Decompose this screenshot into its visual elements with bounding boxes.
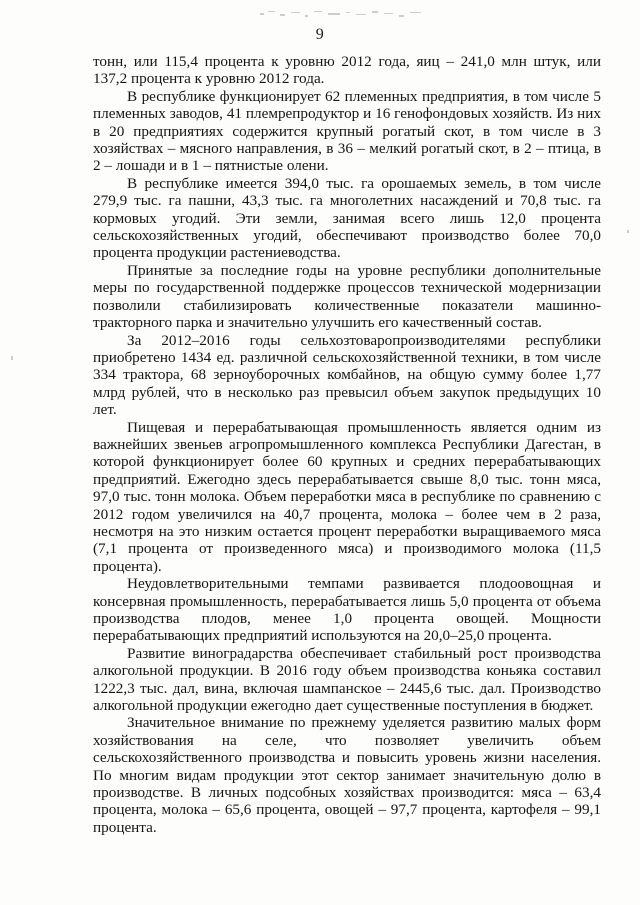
paragraph-irrigated-land: В республике имеется 394,0 тыс. га орошаемых земель, в том числе 279,9 тыс. га пашни, 43,3 тыс. га многолетних насаждений и 70,8 тыс. га кормовых угодий. Эти земли, занимая всего лишь 12,0 процента сельскохозяйственных угодий, обеспечивают производство более 70,0 процента продукции растениеводства. <box>93 174 601 262</box>
paragraph-technical-modernization: Принятые за последние годы на уровне республики дополнительные меры по государственной поддержке процессов технической модернизации позволили стабилизировать количественные показатели машинно-тракторного парка и значительно улучшить его качественный состав. <box>93 261 601 332</box>
document-body <box>93 53 601 836</box>
page-number: 9 <box>315 26 325 43</box>
scan-artifact <box>258 8 428 20</box>
paragraph-fruit-vegetable-industry: Неудовлетворительными темпами развивается плодоовощная и консервная промышленность, перерабатывается лишь 5,0 процента от объема производства плодов, менее 1,0 процента овощей. Мощности перерабатывающих предприятий используются на 20,0–25,0 процента. <box>93 575 601 645</box>
scan-edge-mark <box>11 356 13 360</box>
paragraph-viticulture: Развитие виноградарства обеспечивает стабильный рост производства алкогольной продукции. В 2016 году объем производства коньяка составил 1222,3 тыс. дал, вина, включая шампанское – 2445,6 тыс. дал. Производство алкогольной продукции ежегодно дает существенные поступления в бюджет. <box>93 644 601 715</box>
scan-edge-mark <box>627 230 629 233</box>
paragraph-breeding-enterprises: В республике функционирует 62 племенных предприятия, в том числе 5 племенных заводов, 41 племрепродуктор и 16 генофондовых хозяйств. Из них в 20 предприятиях содержится крупный рогатый скот, в том числе в 3 хозяйствах – мясного направления, в 36 – мелкий рогатый скот, в 2 – птица, в 2 – лошади и в 1 – пятнистые олени. <box>93 87 601 175</box>
paragraph-food-processing: Пищевая и перерабатывающая промышленность является одним из важнейших звеньев агропромышленного комплекса Республики Дагестан, в которой функционирует более 60 крупных и средних перерабатывающих предприятий. Ежегодно здесь перерабатывается свыше 8,0 тыс. тонн мяса, 97,0 тыс. тонн молока. Объем переработки мяса в республике по сравнению с 2012 годом увеличился на 40,7 процента, молока – более чем в 2 раза, несмотря на это низким остается процент переработки выращиваемого мяса (7,1 процента от произведенного мяса) и производимого молока (11,5 процента). <box>93 418 601 575</box>
paragraph-machinery-purchases: За 2012–2016 годы сельхозтоваропроизводителями республики приобретено 1434 ед. различной сельскохозяйственной техники, в том числе 334 трактора, 68 зерноуборочных комбайнов, на общую сумму более 1,77 млрд рублей, что в несколько раз превысил объем закупок предыдущих 10 лет. <box>93 331 601 419</box>
paragraph-small-farms: Значительное внимание по прежнему уделяется развитию малых форм хозяйствования на селе, что позволяет увеличить объем сельскохозяйственного производства и повысить уровень жизни населения. По многим видам продукции этот сектор занимает значительную долю в производстве. В личных подсобных хозяйствах производится: мяса – 63,4 процента, молока – 65,6 процента, овощей – 97,7 процента, картофеля – 99,1 процента. <box>93 714 601 836</box>
paragraph-continuation: тонн, или 115,4 процента к уровню 2012 года, яиц – 241,0 млн штук, или 137,2 процента к уровню 2012 года. <box>93 53 601 88</box>
